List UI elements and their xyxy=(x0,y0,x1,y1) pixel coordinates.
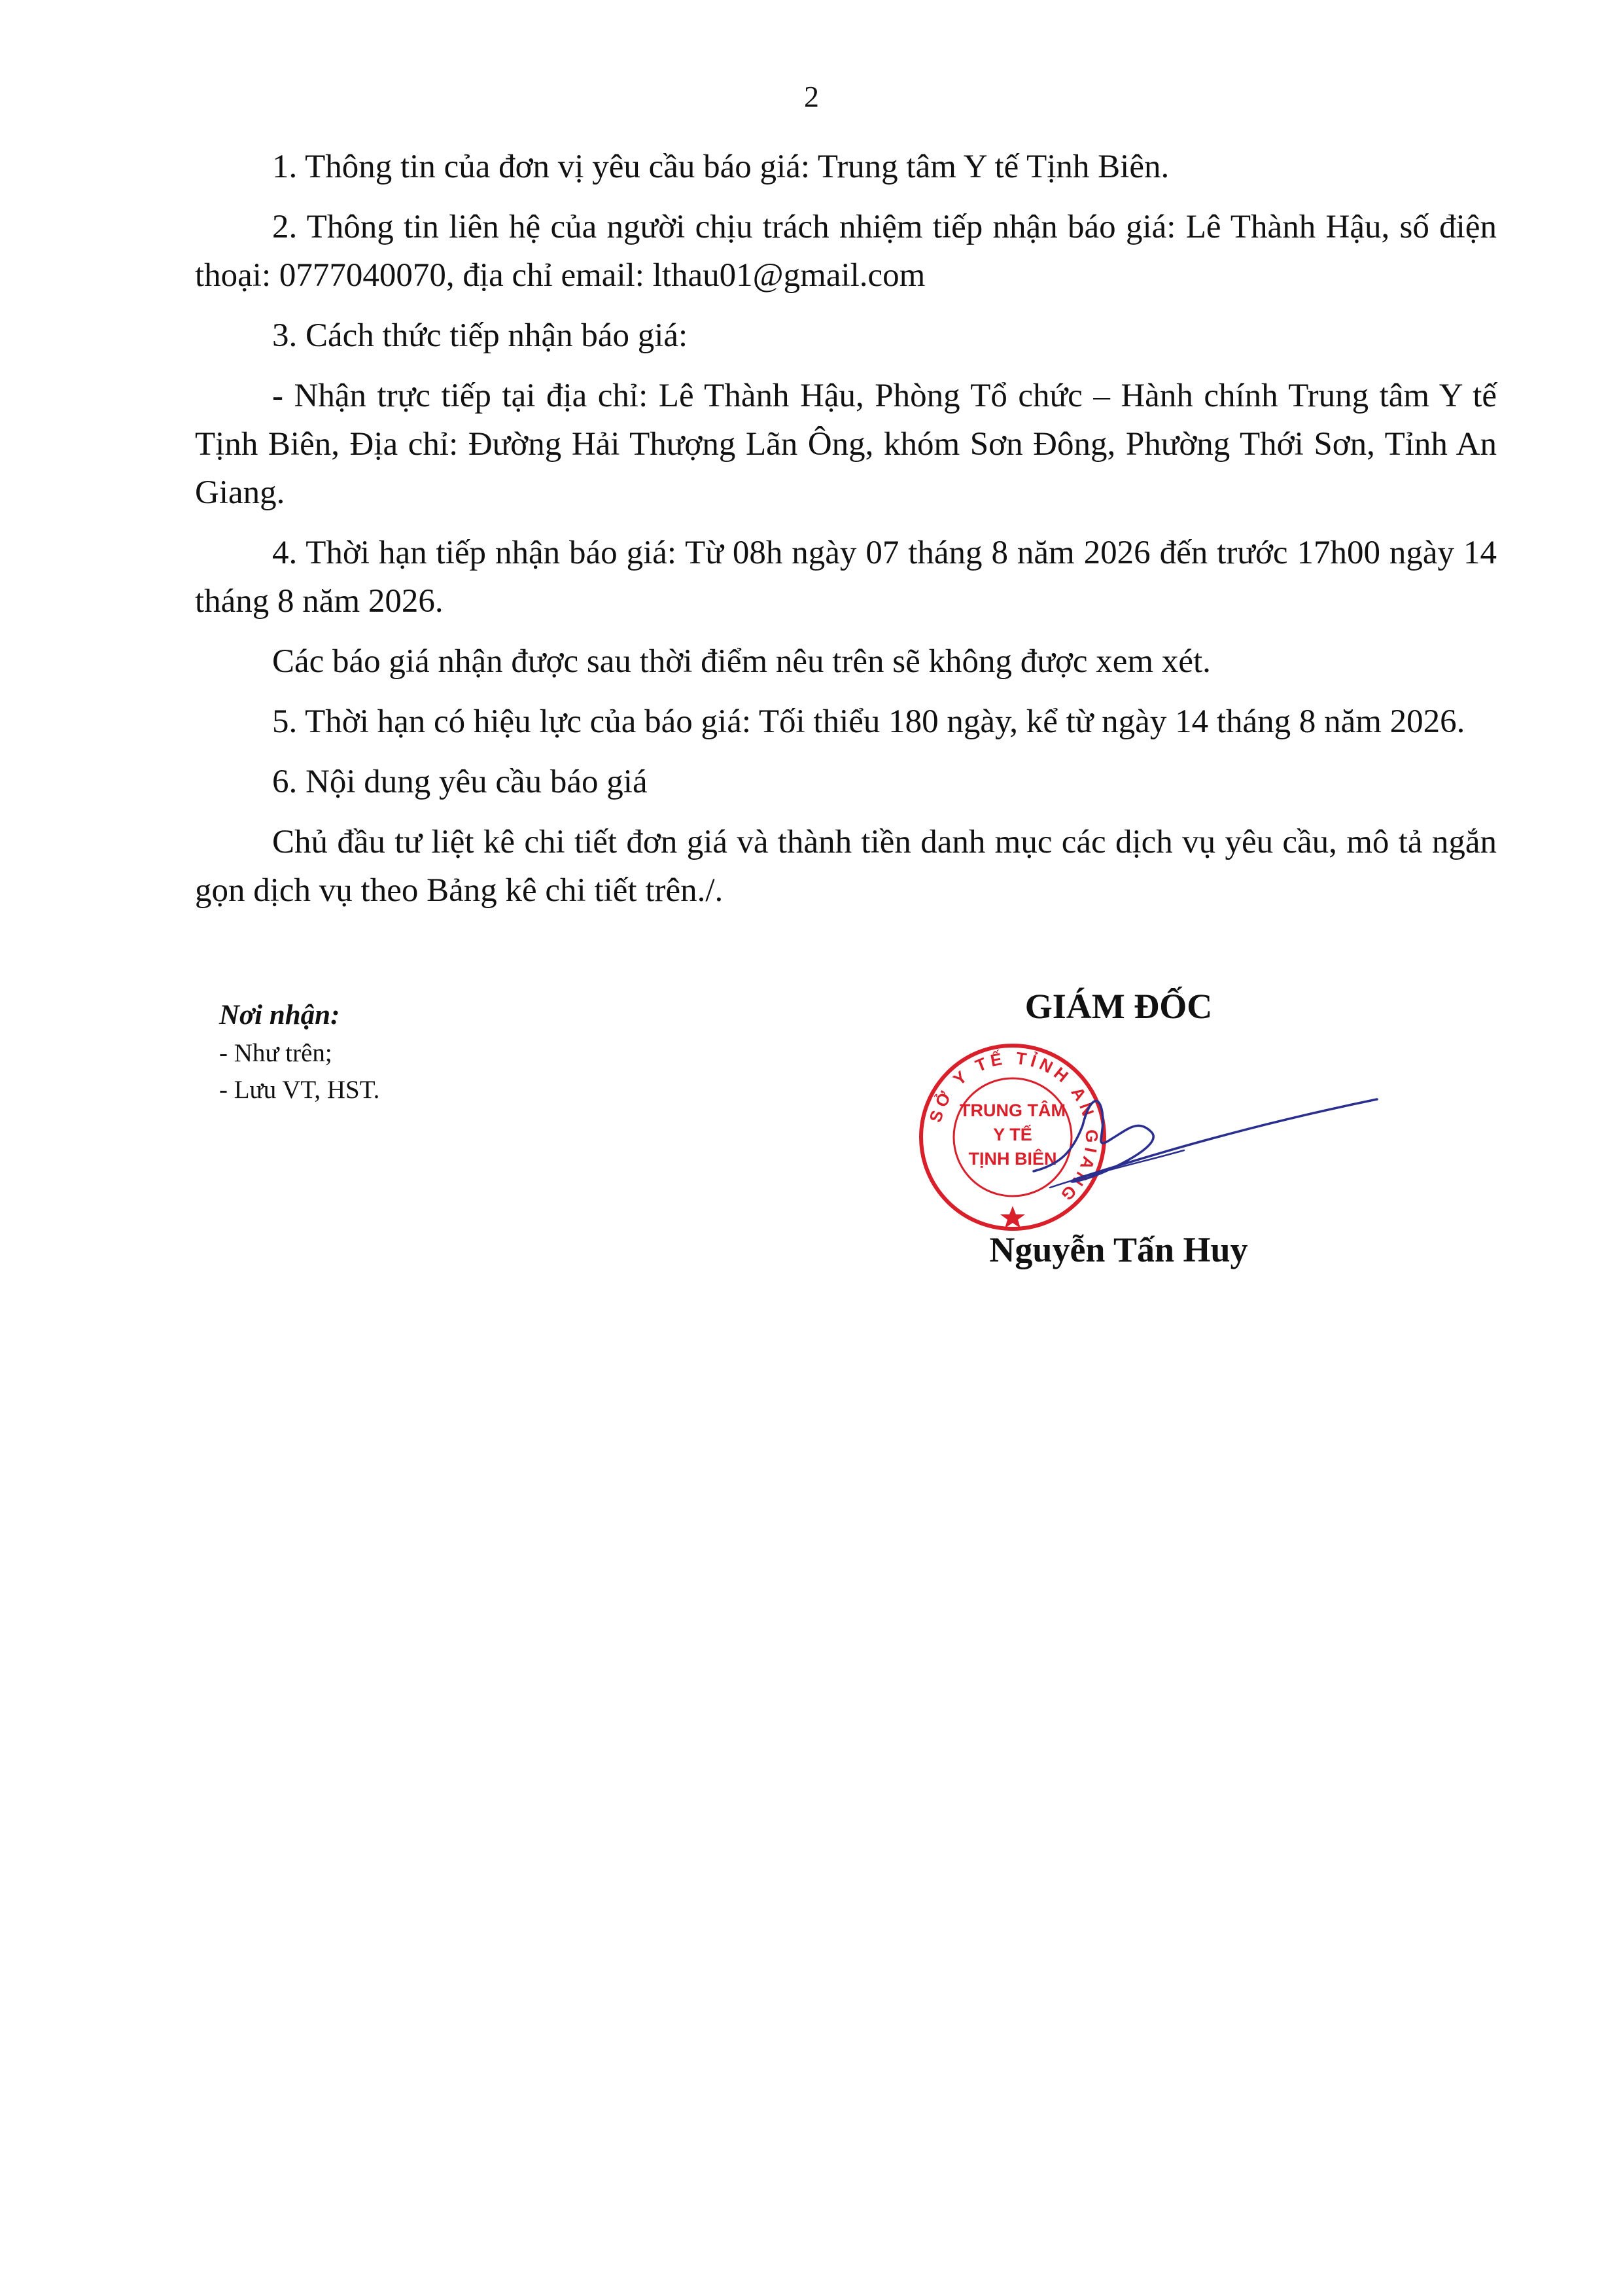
signer-title: GIÁM ĐỐC xyxy=(1024,987,1213,1026)
handwritten-signature xyxy=(1021,1073,1387,1204)
recipients-block xyxy=(219,996,677,1108)
paragraph-5: 4. Thời hạn tiếp nhận báo giá: Từ 08h ngày 07 tháng 8 năm 2026 đến trước 17h00 ngày 14 tháng 8 năm 2026. xyxy=(195,535,1497,620)
stamp-ring-text: SỞ Y TẾ TỈNH AN GIANG xyxy=(925,1048,1102,1208)
signature-stroke xyxy=(1034,1099,1377,1182)
paragraph-9: Chủ đầu tư liệt kê chi tiết đơn giá và thành tiền danh mục các dịch vụ yêu cầu, mô tả ngắn gọn dịch vụ theo Bảng kê chi tiết trên./. xyxy=(195,824,1497,909)
stamp-line-3: TỊNH BIÊN xyxy=(968,1149,1057,1169)
document-body xyxy=(195,143,1497,927)
stamp-line-1: TRUNG TÂM xyxy=(960,1101,1066,1120)
paragraph-8: 6. Nội dung yêu cầu báo giá xyxy=(272,764,648,800)
signature-underline xyxy=(1050,1150,1184,1188)
recipient-item: - Lưu VT, HST. xyxy=(219,1076,380,1104)
signature-block xyxy=(903,980,1335,1033)
recipients-title: Nơi nhận: xyxy=(219,1000,340,1031)
paragraph-3: 3. Cách thức tiếp nhận báo giá: xyxy=(272,317,688,354)
paragraph-7: 5. Thời hạn có hiệu lực của báo giá: Tối thiểu 180 ngày, kể từ ngày 14 tháng 8 năm 2026. xyxy=(272,703,1465,740)
recipient-item: - Như trên; xyxy=(219,1039,332,1067)
signer-name: Nguyễn Tấn Huy xyxy=(989,1230,1248,1269)
page-number: 2 xyxy=(804,80,819,113)
paragraph-1: 1. Thông tin của đơn vị yêu cầu báo giá: Trung tâm Y tế Tịnh Biên. xyxy=(272,149,1170,185)
stamp-line-2: Y TẾ xyxy=(993,1125,1032,1144)
paragraph-2: 2. Thông tin liên hệ của người chịu trách nhiệm tiếp nhận báo giá: Lê Thành Hậu, số điện thoại: 0777040070, địa chỉ email: lthau01@gmail.com xyxy=(195,209,1497,294)
paragraph-4: - Nhận trực tiếp tại địa chỉ: Lê Thành Hậu, Phòng Tổ chức – Hành chính Trung tâm Y tế Tịnh Biên, Địa chỉ: Đường Hải Thượng Lãn Ông, khóm Sơn Đông, Phường Thới Sơn, Tỉnh An Giang. xyxy=(195,378,1497,511)
paragraph-6: Các báo giá nhận được sau thời điểm nêu trên sẽ không được xem xét. xyxy=(272,643,1211,680)
